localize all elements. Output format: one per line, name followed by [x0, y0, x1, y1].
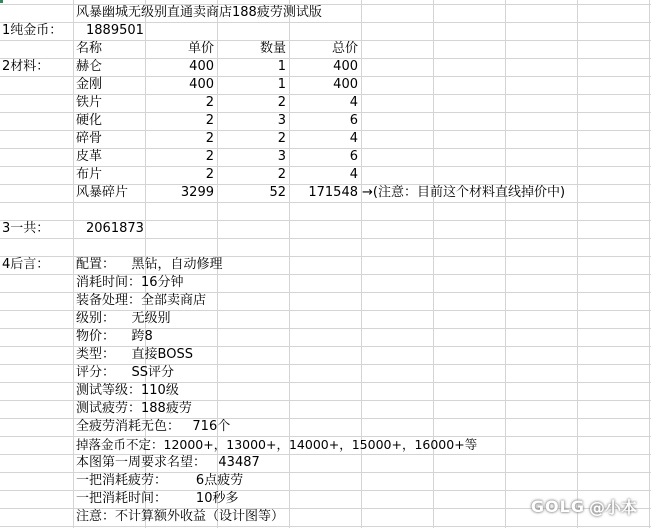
material-unit-price[interactable]: 3299: [180, 185, 214, 200]
shard-price-note[interactable]: →(注意：目前这个材料直线掉价中): [362, 185, 566, 200]
material-quantity[interactable]: 3: [277, 113, 286, 128]
sheet-title[interactable]: 风暴幽城无级别直通卖商店188疲劳测试版: [76, 5, 322, 20]
material-total[interactable]: 6: [349, 113, 358, 128]
material-quantity[interactable]: 1: [277, 77, 286, 92]
material-total[interactable]: 4: [349, 167, 358, 182]
gold-label[interactable]: 1纯金币：: [2, 23, 63, 38]
note-line[interactable]: 本图第一周要求名望： 43487: [76, 455, 260, 470]
material-unit-price[interactable]: 2: [205, 95, 214, 110]
note-line[interactable]: 测试疲劳：188疲劳: [76, 401, 192, 416]
material-total[interactable]: 4: [349, 131, 358, 146]
grand-total-value[interactable]: 2061873: [86, 221, 144, 236]
material-total[interactable]: 4: [349, 95, 358, 110]
note-line[interactable]: 一把消耗时间： 10秒多: [76, 491, 239, 506]
material-quantity[interactable]: 3: [277, 149, 286, 164]
note-line[interactable]: 注意：不计算额外收益（设计图等）: [76, 509, 285, 524]
material-quantity[interactable]: 2: [277, 131, 286, 146]
header-unit-price[interactable]: 单价: [187, 41, 214, 56]
material-name[interactable]: 铁片: [76, 95, 103, 110]
column-divider: [505, 0, 506, 528]
material-quantity[interactable]: 2: [277, 95, 286, 110]
note-line[interactable]: 一把消耗疲劳： 6点疲劳: [76, 473, 244, 488]
material-unit-price[interactable]: 2: [205, 131, 214, 146]
note-line[interactable]: 全疲劳消耗无色： 716个: [76, 419, 231, 434]
material-unit-price[interactable]: 2: [205, 149, 214, 164]
row-divider: [0, 526, 651, 527]
note-line[interactable]: 评分： SS评分: [76, 365, 175, 380]
header-name[interactable]: 名称: [76, 41, 103, 56]
notes-label[interactable]: 4后言：: [2, 257, 50, 272]
header-total[interactable]: 总价: [331, 41, 358, 56]
material-unit-price[interactable]: 400: [189, 77, 214, 92]
note-line[interactable]: 物价： 跨8: [76, 329, 153, 344]
material-total[interactable]: 400: [333, 77, 358, 92]
material-name[interactable]: 硬化: [76, 113, 103, 128]
material-name[interactable]: 布片: [76, 167, 103, 182]
material-unit-price[interactable]: 400: [189, 59, 214, 74]
row-divider: [0, 202, 651, 203]
material-name[interactable]: 金刚: [76, 77, 103, 92]
material-quantity[interactable]: 1: [277, 59, 286, 74]
header-quantity[interactable]: 数量: [259, 41, 286, 56]
note-line[interactable]: 测试等级：110级: [76, 383, 179, 398]
watermark: [531, 495, 637, 518]
material-unit-price[interactable]: 2: [205, 113, 214, 128]
column-divider: [577, 0, 578, 528]
material-total[interactable]: 6: [349, 149, 358, 164]
column-divider: [649, 0, 650, 528]
material-quantity[interactable]: 52: [269, 185, 286, 200]
column-divider: [73, 0, 74, 528]
note-line[interactable]: 级别： 无级别: [76, 311, 171, 326]
grand-total-label[interactable]: 3一共：: [2, 221, 50, 236]
watermark-logo: GOLG: [530, 497, 585, 516]
note-line[interactable]: 掉落金币不定：12000+，13000+，14000+，15000+，16000+等: [76, 437, 478, 452]
note-line[interactable]: 消耗时间：16分钟: [76, 275, 184, 290]
note-line[interactable]: 类型： 直接BOSS: [76, 347, 193, 362]
material-name[interactable]: 碎骨: [76, 131, 103, 146]
watermark-handle: @小本: [588, 498, 637, 517]
material-total[interactable]: 400: [333, 59, 358, 74]
material-name[interactable]: 风暴碎片: [76, 185, 129, 200]
materials-label[interactable]: 2材料：: [2, 59, 50, 74]
material-name[interactable]: 皮革: [76, 149, 103, 164]
sheet-corner-marker: [0, 0, 3, 3]
material-quantity[interactable]: 2: [277, 167, 286, 182]
material-unit-price[interactable]: 2: [205, 167, 214, 182]
row-divider: [0, 238, 651, 239]
note-line[interactable]: 装备处理：全部卖商店: [76, 293, 207, 308]
gold-value[interactable]: 1889501: [86, 23, 144, 38]
material-name[interactable]: 赫仑: [76, 59, 103, 74]
material-total[interactable]: 171548: [308, 185, 358, 200]
note-line[interactable]: 配置： 黑钻，自动修理: [76, 257, 223, 272]
